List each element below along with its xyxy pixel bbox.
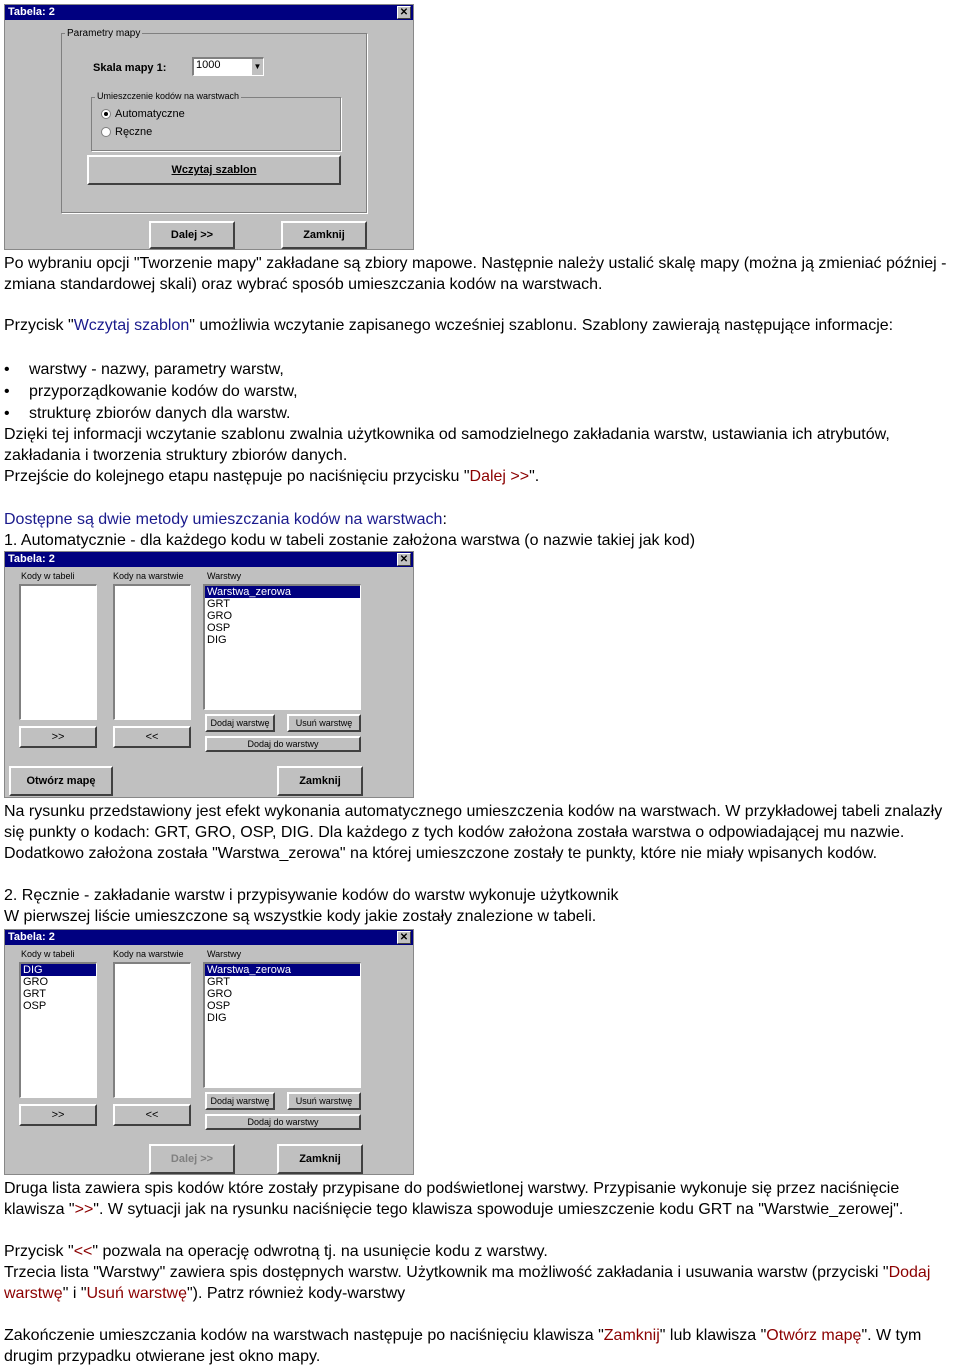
add-to-layer-button[interactable] [205, 1114, 361, 1130]
placement-group [91, 97, 341, 151]
codes-on-layer-list[interactable] [113, 962, 191, 1098]
assign-code-button-label: >> [51, 731, 65, 743]
assign-code-button[interactable] [19, 726, 97, 748]
open-map-button[interactable] [9, 766, 113, 796]
list-item[interactable]: GRO [207, 610, 233, 622]
text-span: " i " [62, 1285, 87, 1302]
bullet-text: warstwy - nazwy, parametry warstw, [29, 361, 284, 378]
radio-manual-label: Ręczne [115, 126, 153, 138]
open-map-ref: Otwórz mapę [766, 1327, 862, 1344]
scale-label: Skala mapy 1: [93, 62, 167, 74]
list-item[interactable]: OSP [207, 622, 231, 634]
codes-layers-window-auto [4, 551, 414, 798]
bullet-icon: • [4, 405, 10, 422]
add-layer-button[interactable] [205, 1092, 275, 1110]
text-span: ". W sytuacji jak na rysunku naciśnięcie tego klawisza spowoduje umieszczenie kodu GRT na "Warstwie_zerowej". [93, 1201, 904, 1218]
close-button-label: Zamknij [303, 229, 345, 241]
window-title: Tabela: 2 [8, 553, 55, 565]
list-item[interactable]: GRO [23, 976, 49, 988]
add-layer-ref: Dodaj warstwę [4, 1264, 931, 1302]
list-item[interactable]: GRT [207, 976, 231, 988]
paragraph-load-template [4, 315, 960, 336]
unassign-code-button-label: << [145, 731, 159, 743]
delete-layer-button-label: Usuń warstwę [295, 718, 353, 728]
window-titlebar [5, 930, 413, 945]
text-span: "). Patrz również kody-warstwy [186, 1285, 406, 1302]
map-parameters-window [4, 4, 414, 250]
bullet-text: przyporządkowanie kodów do warstw, [29, 383, 298, 400]
map-parameters-group-label: Parametry mapy [67, 28, 141, 39]
paragraph-third-list [4, 1262, 960, 1304]
close-button-ref: Zamknij [603, 1327, 660, 1344]
text-span: Przejście do kolejnego etapu następuje po naciśnięciu przycisku " [4, 468, 470, 485]
layers-list[interactable] [203, 962, 361, 1088]
text-span: Przycisk " [4, 317, 74, 334]
paragraph-first-list: W pierwszej liście umieszczone są wszystkie kody jakie zostały znalezione w tabeli. [4, 908, 597, 925]
text-span: ". W tym drugim przypadku otwierane jest okno mapy. [4, 1327, 922, 1365]
unassign-button-ref: << [73, 1243, 93, 1260]
codes-on-layer-label: Kody na warstwie [113, 571, 184, 581]
close-button-label: Zamknij [299, 775, 341, 787]
load-template-button[interactable] [87, 155, 341, 185]
paragraph-intro: Po wybraniu opcji "Tworzenie mapy" zakładane są zbiory mapowe. Następnie należy ustalić skalę mapy (można ją zmieniać później - zmiana standardowej skali) oraz wybrać sposób umieszczania kodów na warstwach. [4, 255, 947, 293]
list-item[interactable]: DIG [207, 634, 227, 646]
list-item[interactable]: Warstwa_zerowa [205, 964, 360, 976]
list-item[interactable]: GRO [207, 988, 233, 1000]
method-automatic: 1. Automatycznie - dla każdego kodu w tabeli zostanie założona warstwa (o nazwie takiej jak kod) [4, 532, 696, 549]
codes-layers-window-manual [4, 929, 414, 1175]
paragraph-finish [4, 1325, 960, 1367]
add-layer-button[interactable] [205, 714, 275, 732]
layers-label: Warstwy [207, 571, 242, 581]
method-manual: 2. Ręcznie - zakładanie warstw i przypisywanie kodów do warstw wykonuje użytkownik [4, 887, 619, 904]
close-button[interactable] [277, 1144, 363, 1174]
bullet-icon: • [4, 361, 10, 378]
add-layer-button-label: Dodaj warstwę [210, 1096, 270, 1106]
load-template-ref: Wczytaj szablon [73, 317, 190, 334]
next-button[interactable] [149, 1144, 235, 1174]
list-item[interactable]: GRT [207, 598, 231, 610]
text-span: Trzecia lista "Warstwy" zawiera spis dostępnych warstw. Użytkownik ma możliwość zakładania i usuwania warstw (przyciski " [4, 1264, 889, 1281]
text-span: " lub klawisza " [659, 1327, 767, 1344]
next-button-label: Dalej >> [170, 229, 214, 241]
assign-code-button[interactable] [19, 1104, 97, 1126]
close-icon[interactable]: ✕ [397, 553, 411, 566]
load-template-button-label: Wczytaj szablon [171, 164, 257, 176]
close-icon[interactable]: ✕ [397, 931, 411, 944]
radio-automatic-label: Automatyczne [115, 108, 185, 120]
list-item[interactable]: OSP [23, 1000, 47, 1012]
codes-on-layer-label: Kody na warstwie [113, 949, 184, 959]
add-to-layer-button-label: Dodaj do warstwy [247, 739, 319, 749]
list-item[interactable]: DIG [21, 964, 96, 976]
bullet-icon: • [4, 383, 10, 400]
chevron-down-icon[interactable]: ▼ [251, 59, 263, 75]
add-to-layer-button-label: Dodaj do warstwy [247, 1117, 319, 1127]
list-item[interactable]: DIG [207, 1012, 227, 1024]
window-title: Tabela: 2 [8, 931, 55, 943]
text-span: " umożliwia wczytanie zapisanego wcześniej szablonu. Szablony zawierają następujące informacje: [189, 317, 894, 334]
list-item[interactable]: GRT [23, 988, 47, 1000]
layers-label: Warstwy [207, 949, 242, 959]
assign-button-ref: >> [74, 1201, 94, 1218]
delete-layer-button-label: Usuń warstwę [295, 1096, 353, 1106]
paragraph-next-step [4, 466, 960, 487]
window-titlebar [5, 5, 413, 20]
text-span: " pozwala na operację odwrotną tj. na usunięcie kodu z warstwy. [92, 1243, 548, 1260]
codes-in-table-label: Kody w tabeli [21, 949, 75, 959]
layers-list[interactable] [203, 584, 361, 710]
paragraph-auto-result: Na rysunku przedstawiony jest efekt wykonania automatycznego umieszczenia kodów na warstwach. W przykładowej tabeli znalazły się punkty o kodach: GRT, GRO, OSP, DIG. Dla każdego z tych kodów założona została warstwa o odpowiadającej mu nazwie. Dodatkowo założona została "Warstwa_zerowa" na której umieszczone zostały te punkty, które nie miały wpisanych kodów. [4, 803, 943, 862]
text-span: ". [529, 468, 540, 485]
text-span: Zakończenie umieszczania kodów na warstwach następuje po naciśnięciu klawisza " [4, 1327, 604, 1344]
list-item[interactable]: OSP [207, 1000, 231, 1012]
text-span: : [442, 511, 447, 528]
assign-code-button-label: >> [51, 1109, 65, 1121]
paragraph-reverse [4, 1241, 960, 1262]
unassign-code-button[interactable] [113, 726, 191, 748]
paragraph-second-list [4, 1178, 960, 1220]
add-to-layer-button[interactable] [205, 736, 361, 752]
next-button-label: Dalej >> [170, 1153, 214, 1165]
delete-layer-button[interactable] [287, 1092, 361, 1110]
text-span: Druga lista zawiera spis kodów które zostały przypisane do podświetlonej warstwy. Przypisanie wykonuje się przez naciśnięcie klawisza " [4, 1180, 900, 1218]
methods-heading [4, 509, 960, 530]
list-item[interactable]: Warstwa_zerowa [205, 586, 360, 598]
open-map-button-label: Otwórz mapę [26, 775, 96, 787]
codes-in-table-list[interactable] [19, 962, 97, 1098]
bullet-text: strukturę zbiorów danych dla warstw. [29, 405, 291, 422]
scale-value: 1000 [196, 59, 221, 71]
radio-unselected-icon [101, 127, 111, 137]
placement-group-label: Umieszczenie kodów na warstwach [97, 91, 240, 101]
codes-in-table-list[interactable] [19, 584, 97, 720]
unassign-code-button-label: << [145, 1109, 159, 1121]
window-titlebar [5, 552, 413, 567]
next-button[interactable] [149, 221, 235, 249]
paragraph-benefit: Dzięki tej informacji wczytanie szablonu zwalnia użytkownika od samodzielnego zakładania warstw, ustawiania ich atrybutów, zakładania i tworzenia struktury zbiorów danych. [4, 426, 890, 464]
codes-in-table-label: Kody w tabeli [21, 571, 75, 581]
codes-on-layer-list[interactable] [113, 584, 191, 720]
scale-combobox[interactable] [192, 57, 264, 76]
radio-manual[interactable] [101, 126, 152, 138]
window-title: Tabela: 2 [8, 6, 55, 18]
text-span: Przycisk " [4, 1243, 74, 1260]
close-button[interactable] [277, 766, 363, 796]
next-button-ref: Dalej >> [469, 468, 530, 485]
delete-layer-button[interactable] [287, 714, 361, 732]
add-layer-button-label: Dodaj warstwę [210, 718, 270, 728]
close-button-label: Zamknij [299, 1153, 341, 1165]
close-icon[interactable]: ✕ [397, 6, 411, 19]
delete-layer-ref: Usuń warstwę [86, 1285, 187, 1302]
radio-selected-icon [101, 109, 111, 119]
unassign-code-button[interactable] [113, 1104, 191, 1126]
methods-heading-text: Dostępne są dwie metody umieszczania kodów na warstwach [4, 511, 443, 528]
radio-automatic[interactable] [101, 108, 185, 120]
close-button[interactable] [281, 221, 367, 249]
